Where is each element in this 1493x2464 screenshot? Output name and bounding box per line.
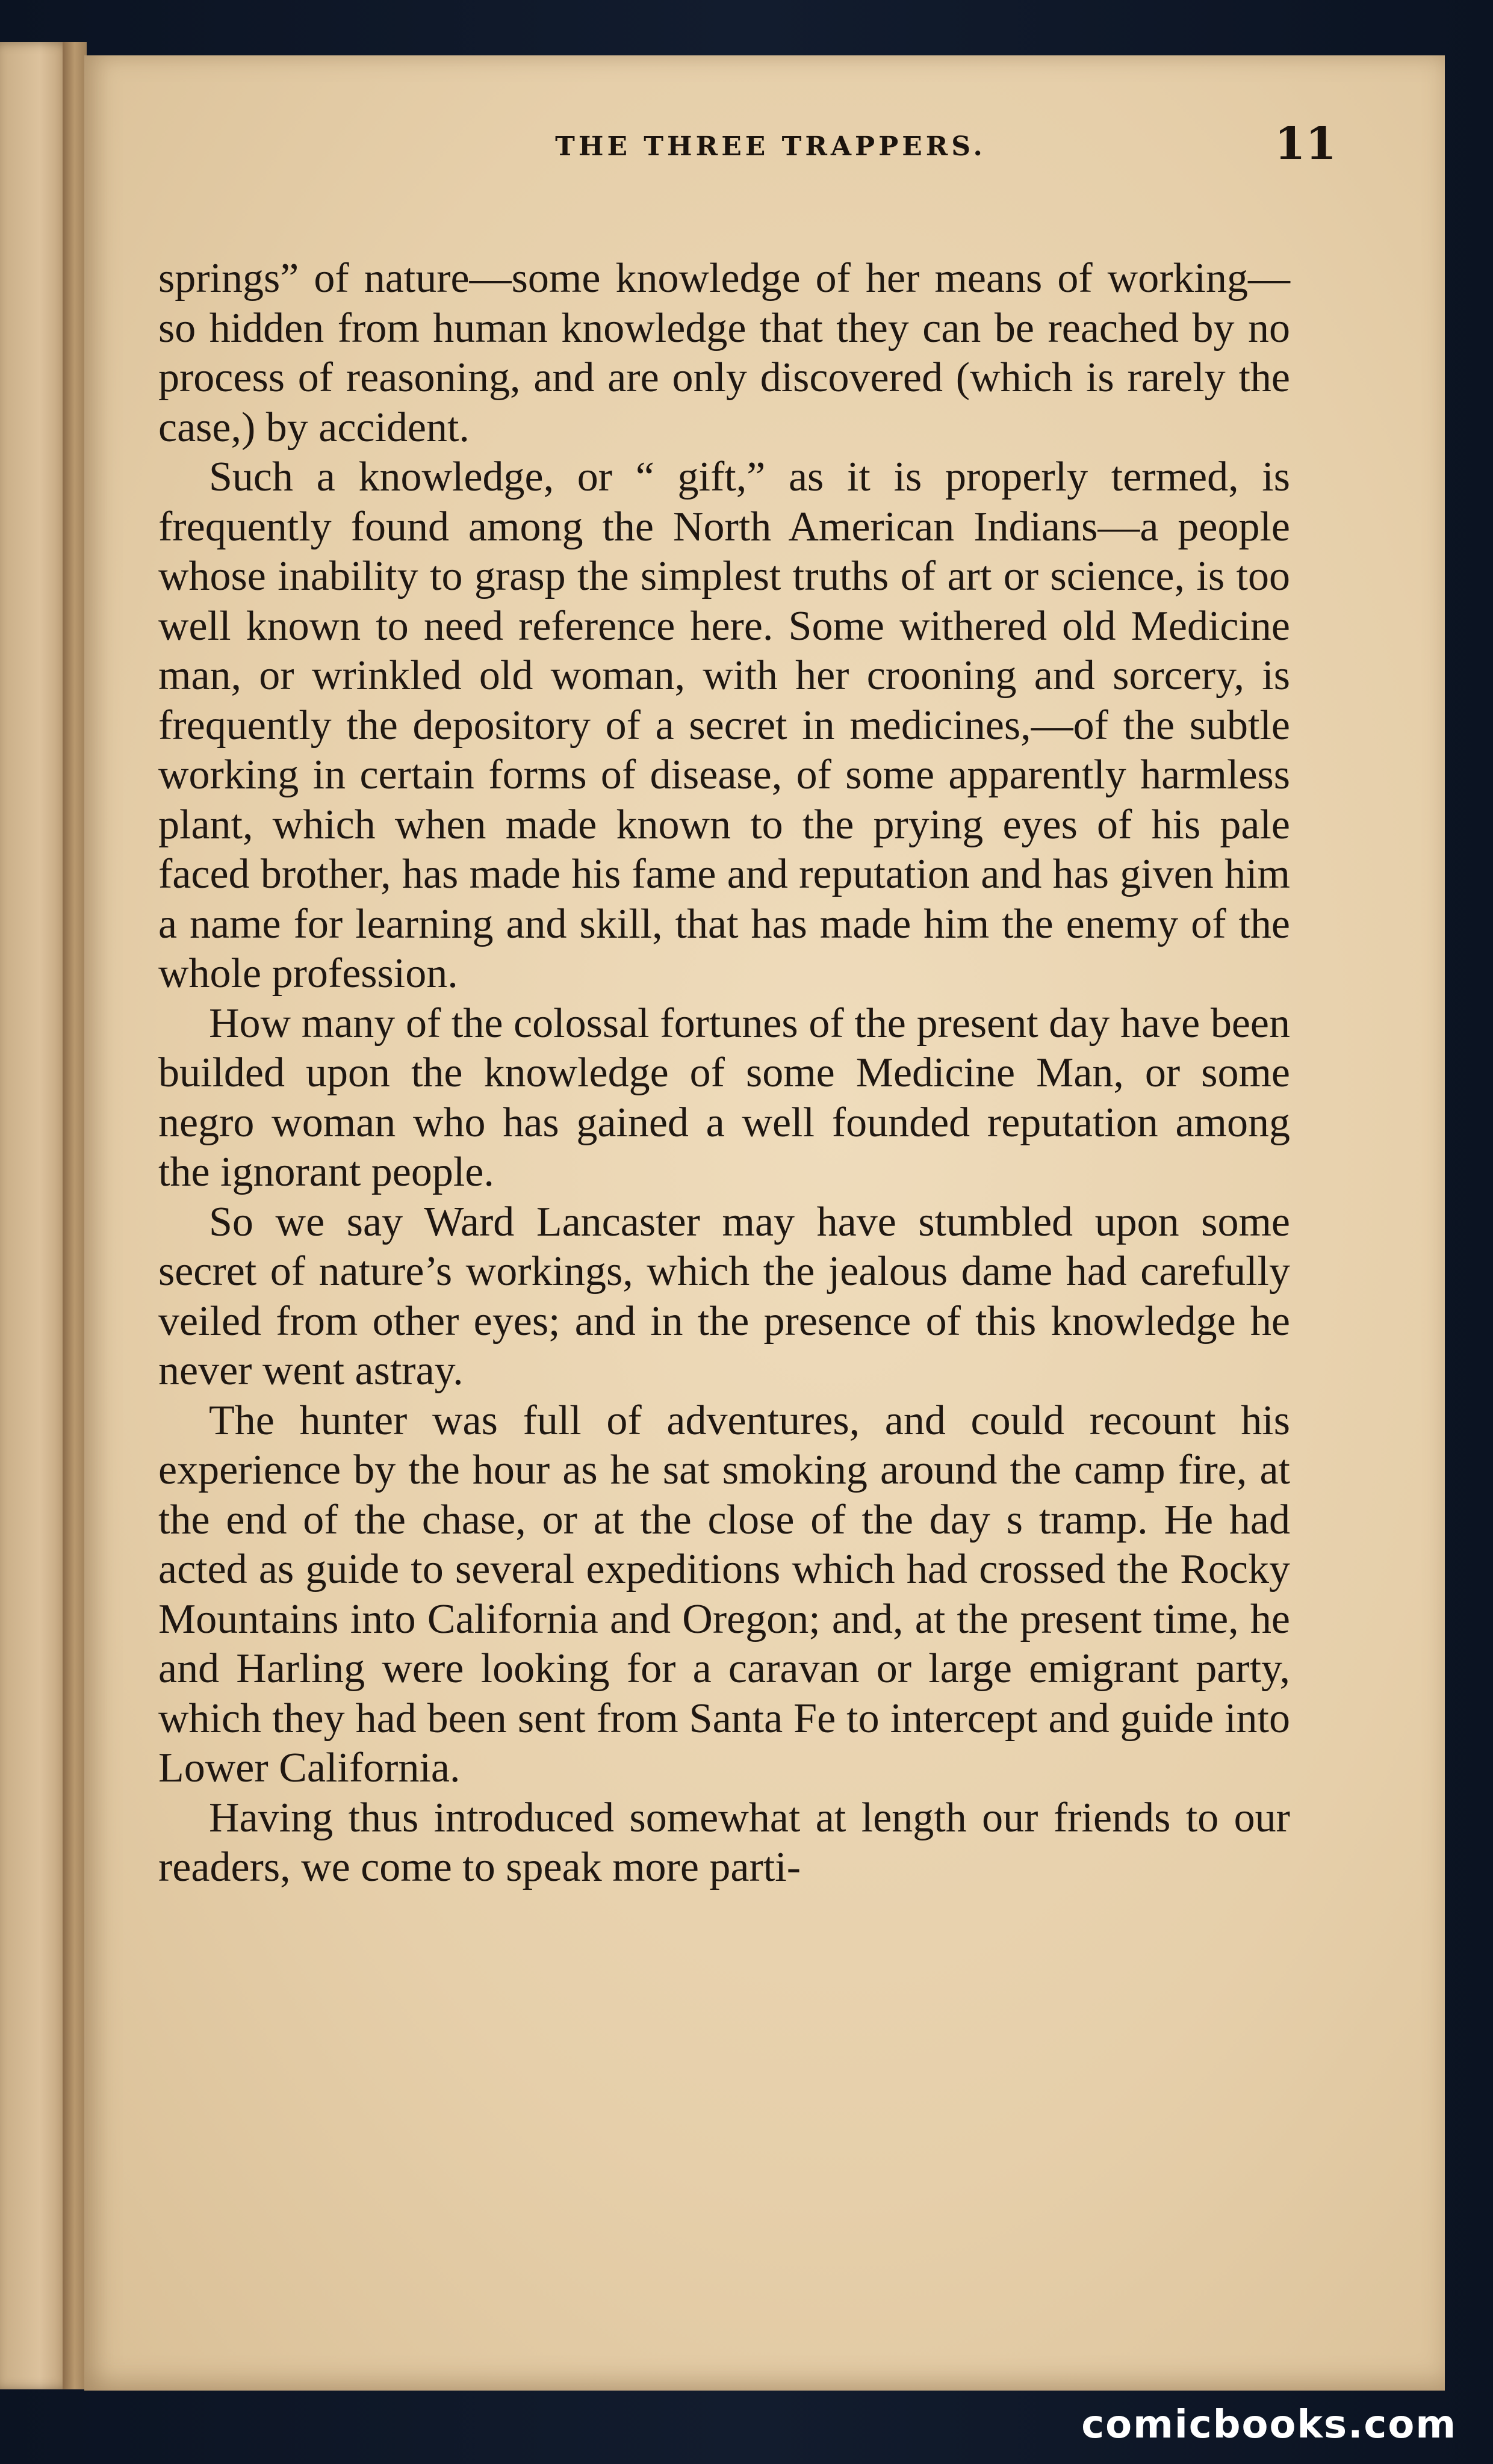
- watermark: comicbooks.com: [1081, 2403, 1457, 2447]
- paragraph-4: So we say Ward Lancaster may have stumbled upon some secret of nature’s workings, which the jealous dame had carefully veiled from other eyes; and in the presence of this knowledge he never went astray.: [158, 1198, 1290, 1394]
- book-spine: [63, 42, 87, 2389]
- previous-page-edge: [0, 42, 72, 2389]
- paragraph-3: How many of the colossal fortunes of the present day have been builded upon the knowledge of some Medicine Man, or some negro woman who has gained a well founded reputation among the ignorant people.: [158, 1000, 1290, 1195]
- running-head: [84, 131, 1445, 162]
- body-text: [158, 254, 1290, 1893]
- running-head-text: THE THREE TRAPPERS.: [555, 131, 986, 162]
- paragraph-1: springs” of nature—some knowledge of her means of working—so hidden from human knowledge that they can be reached by no process of reasoning, and are only discovered (which is rarely the case,) by accident.: [158, 255, 1290, 451]
- page-number: 11: [1274, 118, 1336, 170]
- paragraph-5: The hunter was full of adventures, and could recount his experience by the hour as he sat smoking around the camp fire, at the end of the chase, or at the close of the day s tramp. He had acted as guide to several expeditions which had crossed the Rocky Mountains into California and Oregon; and, at the present time, he and Harling were looking for a caravan or large emigrant party, which they had been sent from Santa Fe to intercept and guide into Lower California.: [158, 1397, 1290, 1791]
- book-page: [84, 55, 1445, 2391]
- paragraph-6: Having thus introduced somewhat at length our friends to our readers, we come to speak more parti-: [158, 1794, 1290, 1890]
- paragraph-2: Such a knowledge, or “ gift,” as it is properly termed, is frequently found among the North American Indians—a people whose inability to grasp the simplest truths of art or science, is too well known to need reference here. Some withered old Medicine man, or wrinkled old woman, with her crooning and sorcery, is frequently the depository of a secret in medicines,—of the subtle working in certain forms of disease, of some apparently harmless plant, which when made known to the prying eyes of his pale faced brother, has made his fame and reputation and has given him a name for learning and skill, that has made him the enemy of the whole profession.: [158, 454, 1290, 997]
